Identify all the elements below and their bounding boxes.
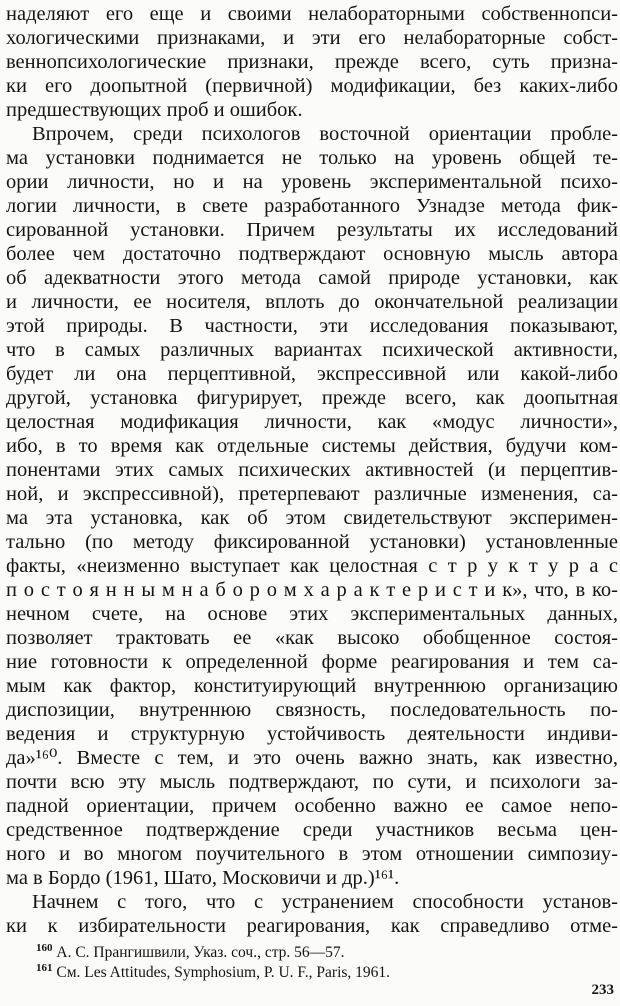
- text-line: нечном счете, на основе этих экспериментальных данных,: [6, 603, 618, 625]
- text-line: веннопсихологические признаки, прежде всего, суть призна-: [6, 51, 618, 73]
- text-line: ки к избирательности реагирования, как справедливо отме-: [6, 915, 618, 937]
- text-line: целостная модификация личности, как «модус личности»,: [6, 411, 618, 433]
- text-line: позволяет трактовать ее «как высоко обобщенное состоя-: [6, 627, 618, 649]
- text-line: да»¹⁶⁰. Вместе с тем, и это очень важно знать, как известно,: [6, 747, 618, 769]
- footnote-text: См. Les Attitudes, Symphosium, P. U. F., Paris, 1961.: [56, 964, 391, 981]
- text-line: ории личности, но и на уровень экспериментальной психо-: [6, 171, 618, 193]
- text-line: об адекватности этого метода самой природе установки, как: [6, 267, 618, 289]
- text-line: хологическими признаками, и эти его нелабораторные собст-: [6, 27, 618, 49]
- text-line: ного и во многом поучительного в этом отношении симпозиу-: [6, 843, 618, 865]
- text-line: ма в Бордо (1961, Шато, Московичи и др.)¹⁶¹.: [6, 867, 400, 889]
- text-line: что в самых различных вариантах психической активности,: [6, 339, 618, 361]
- text-line: почти всю эту мысль подтверждают, по сути, и психологи за-: [6, 771, 618, 793]
- text-line: этой природы. В частности, эти исследования показывают,: [6, 315, 618, 337]
- text-line: ние готовности к определенной форме реагирования и тем са-: [6, 651, 618, 673]
- footnote-number: 160: [36, 941, 53, 954]
- text-line: Впрочем, среди психологов восточной ориентации пробле-: [32, 123, 618, 145]
- text-line: диспозиции, внутреннюю связность, последовательность по-: [6, 699, 618, 721]
- text-line: понентами этих самых психических активностей (и перцептив-: [6, 459, 618, 481]
- text-line: Начнем с того, что с устранением способности установ-: [32, 891, 618, 913]
- text-line: ибо, в то время как отдельные системы действия, будучи ком-: [6, 435, 618, 457]
- text-line: и личности, ее носителя, вплоть до окончательной реализации: [6, 291, 618, 313]
- text-line: факты, «неизменно выступает как целостная с т р у к т у р а с: [6, 555, 618, 577]
- text-line: ма эта установка, как об этом свидетельствуют эксперимен-: [6, 507, 618, 529]
- page-number: 233: [591, 982, 614, 998]
- footnote-161: [36, 963, 390, 983]
- text-line: сированной установки. Причем результаты их исследований: [6, 219, 618, 241]
- text-line: ведения и структурную устойчивость деятельности индиви-: [6, 723, 618, 745]
- text-line: будет ли она перцептивной, экспрессивной или какой-либо: [6, 363, 618, 385]
- text-line: предшествующих проб и ошибок.: [6, 99, 303, 121]
- text-line: тально (по методу фиксированной установки) установленные: [6, 531, 618, 553]
- text-line: средственное подтверждение среди участников весьма цен-: [6, 819, 618, 841]
- text-line: наделяют его еще и своими нелабораторными собственнопси-: [6, 3, 618, 25]
- text-line: логии личности, в свете разработанного Узнадзе метода фик-: [6, 195, 618, 217]
- footnote-160: [36, 943, 345, 963]
- footnote-text: А. С. Прангишвили, Указ. соч., стр. 56—57.: [56, 944, 345, 961]
- text-line: ки его доопытной (первичной) модификации, без каких-либо: [6, 75, 618, 97]
- text-line: мым как фактор, конституирующий внутреннюю организацию: [6, 675, 618, 697]
- text-line: ма установки поднимается не только на уровень общей те-: [6, 147, 618, 169]
- text-line: п о с т о я н н ы м н а б о р о м х а р а к т е р и с т и к», что, в ко-: [6, 579, 618, 601]
- text-line: падной ориентации, причем особенно важно ее самое непо-: [6, 795, 618, 817]
- text-line: более чем достаточно подтверждают основную мысль автора: [6, 243, 618, 265]
- text-line: другой, установка фигурирует, прежде всего, как доопытная: [6, 387, 618, 409]
- text-line: ной, и экспрессивной), претерпевают различные изменения, са-: [6, 483, 618, 505]
- footnote-number: 161: [36, 961, 53, 974]
